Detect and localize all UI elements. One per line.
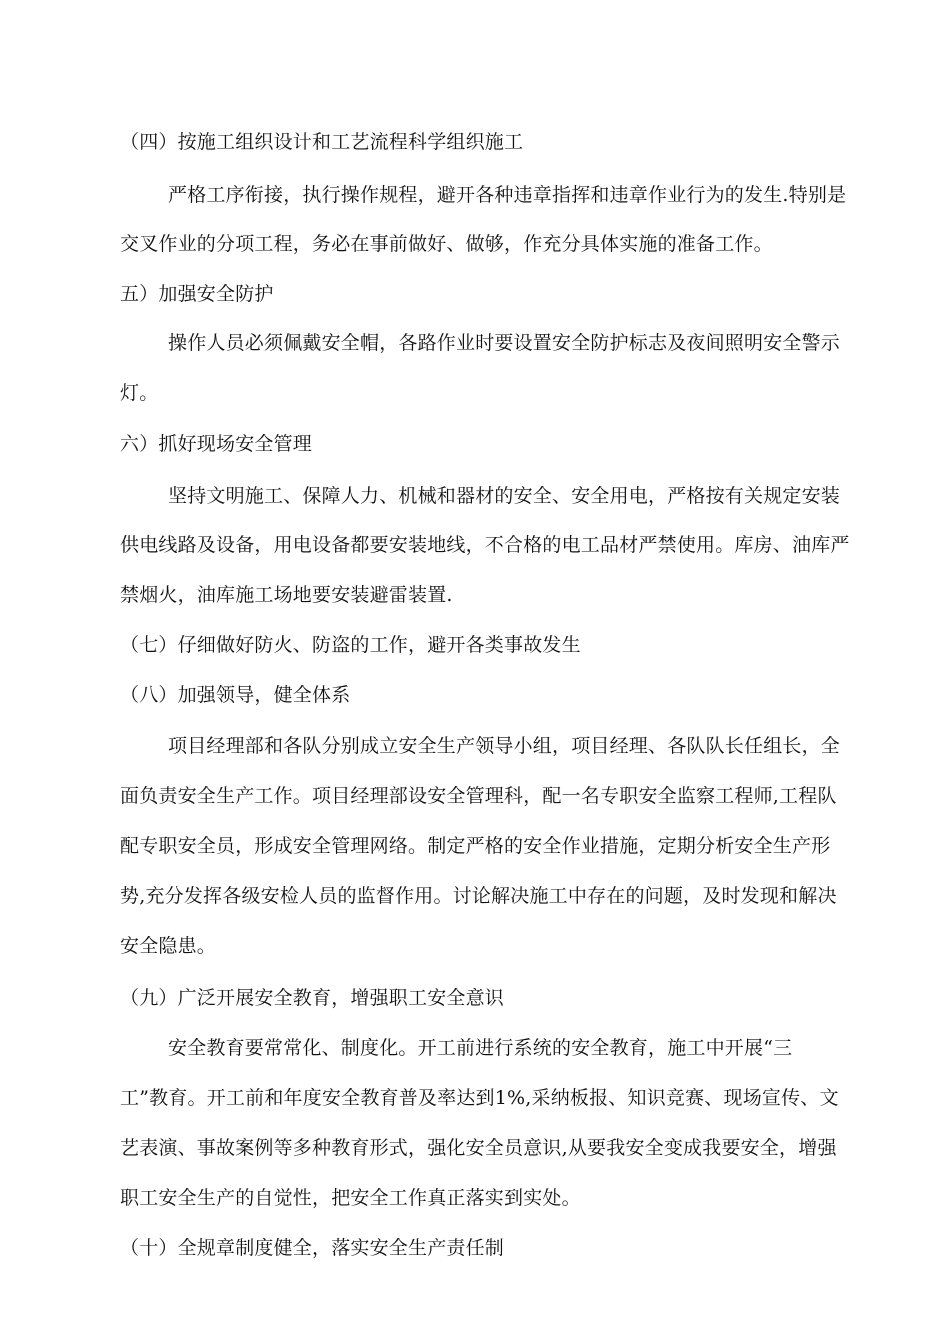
paragraph-line: 安全教育要常常化、制度化。开工前进行系统的安全教育，施工中开展“三 xyxy=(168,1037,793,1059)
paragraph-line: 严格工序衔接，执行操作规程，避开各种违章指挥和违章作业行为的发生.特别是 xyxy=(168,184,847,206)
paragraph-line: 安全隐患。 xyxy=(120,935,217,957)
paragraph-line: 禁烟火，油库施工场地要安装避雷装置. xyxy=(120,584,453,606)
paragraph-line: 项目经理部和各队分别成立安全生产领导小组，项目经理、各队队长任组长，全 xyxy=(168,735,841,757)
section-heading-5: 五）加强安全防护 xyxy=(120,283,274,305)
paragraph-line: 工”教育。开工前和年度安全教育普及率达到1%,采纳板报、知识竞赛、现场宣传、文 xyxy=(120,1087,839,1109)
section-heading-6: 六）抓好现场安全管理 xyxy=(120,433,313,455)
section-heading-10: （十）全规章制度健全，落实安全生产责任制 xyxy=(120,1237,505,1259)
paragraph-line: 面负责安全生产工作。项目经理部设安全管理科，配一名专职安全监察工程师,工程队 xyxy=(120,785,837,807)
paragraph-line: 交叉作业的分项工程，务必在事前做好、做够，作充分具体实施的准备工作。 xyxy=(120,233,773,255)
section-heading-7: （七）仔细做好防火、防盗的工作，避开各类事故发生 xyxy=(120,634,581,656)
paragraph-line: 职工安全生产的自觉性，把安全工作真正落实到实处。 xyxy=(120,1187,581,1209)
section-heading-4: （四）按施工组织设计和工艺流程科学组织施工 xyxy=(120,131,524,153)
paragraph-line: 操作人员必须佩戴安全帽，各路作业时要设置安全防护标志及夜间照明安全警示 xyxy=(168,332,841,354)
section-heading-9: （九）广泛开展安全教育，增强职工安全意识 xyxy=(120,987,505,1009)
paragraph-line: 势,充分发挥各级安检人员的监督作用。讨论解决施工中存在的问题，及时发现和解决 xyxy=(120,885,837,907)
paragraph-line: 坚持文明施工、保障人力、机械和器材的安全、安全用电，严格按有关规定安装 xyxy=(168,485,841,507)
section-heading-8: （八）加强领导，健全体系 xyxy=(120,684,351,706)
paragraph-line: 艺表演、事故案例等多种教育形式，强化安全员意识,从要我安全变成我要安全，增强 xyxy=(120,1137,837,1159)
paragraph-line: 供电线路及设备，用电设备都要安装地线，不合格的电工品材严禁使用。库房、油库严 xyxy=(120,534,850,556)
paragraph-line: 配专职安全员，形成安全管理网络。制定严格的安全作业措施，定期分析安全生产形 xyxy=(120,835,831,857)
paragraph-line: 灯。 xyxy=(120,382,159,404)
